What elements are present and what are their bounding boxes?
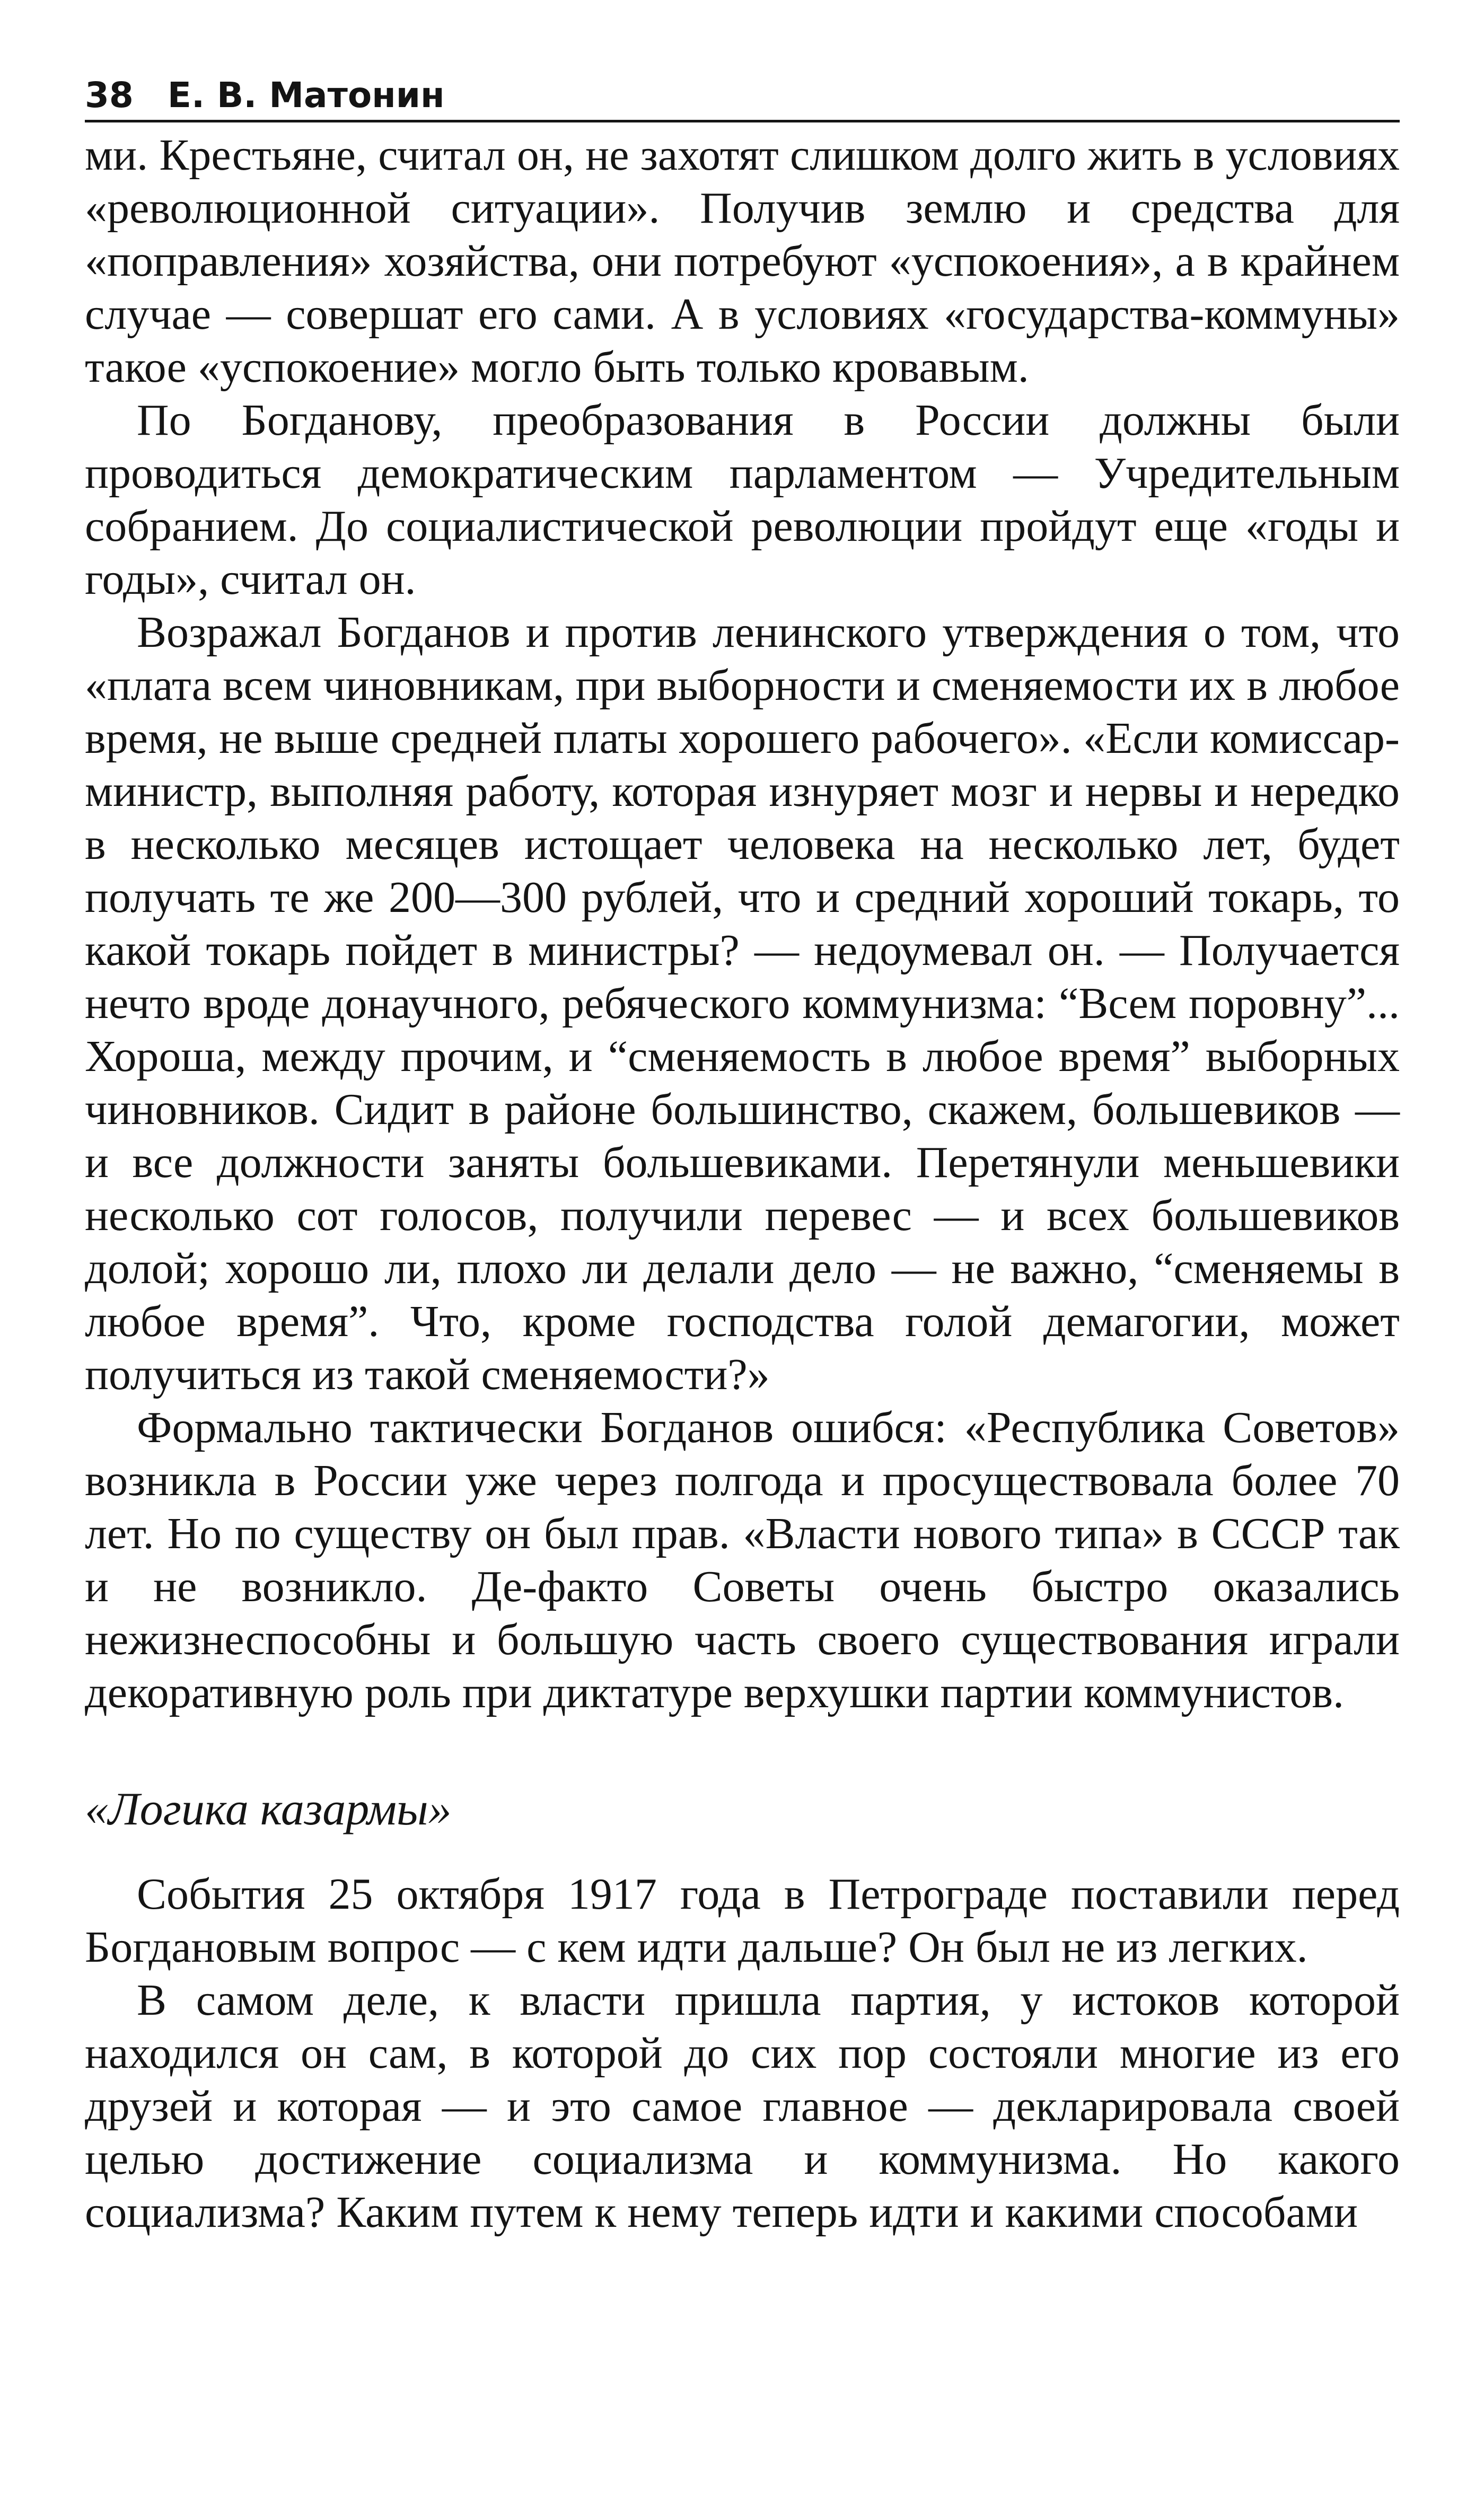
book-page bbox=[85, 74, 1400, 2239]
running-header bbox=[85, 74, 1400, 117]
paragraph: В самом деле, к власти пришла партия, у истоков которой находился он сам, в которой до сих пор состояли многие из его друзей и которая — и это самое главное — декларировала своей целью достижение социализма и коммунизма. Но какого социализма? Каким путем к нему теперь идти и какими способами bbox=[85, 1976, 1400, 2237]
paragraph: Формально тактически Богданов ошибся: «Республика Советов» возникла в России уже через полгода и просуществовала более 70 лет. Но по существу он был прав. «Власти нового типа» в СССР так и не возникло. Де-факто Советы очень быстро оказались нежизнеспособны и большую часть своего существования играли декоративную роль при диктатуре верхушки партии коммунистов. bbox=[85, 1403, 1400, 1717]
section-title: «Логика казармы» bbox=[85, 1784, 452, 1835]
running-header-author: Е. В. Матонин bbox=[167, 75, 445, 116]
page-number: 38 bbox=[85, 75, 134, 116]
paragraph: По Богданову, преобразования в России должны были проводиться демократическим парламентом — Учредительным собранием. До социалистической революции пройдут еще «годы и годы», считал он. bbox=[85, 396, 1400, 604]
paragraph: Возражал Богданов и против ленинского утверждения о том, что «плата всем чиновникам, при выборности и сменяемости их в любое время, не выше средней платы хорошего рабочего». «Если комиссар-министр, выполняя работу, которая изнуряет мозг и нервы и нередко в несколько месяцев истощает человека на несколько лет, будет получать те же 200—300 рублей, что и средний хороший токарь, то какой токарь пойдет в министры? — недоумевал он. — Получается нечто вроде донаучного, ребяческого коммунизма: “Всем поровну”... Хороша, между прочим, и “сменяемость в любое время” выборных чиновников. Сидит в районе большинство, скажем, большевиков — и все должности заняты большевиками. Перетянули меньшевики несколько сот голосов, получили перевес — и всех большевиков долой; хорошо ли, плохо ли делали дело — не важно, “сменяемы в любое время”. Что, кроме господства голой демагогии, может получиться из такой сменяемости?» bbox=[85, 608, 1400, 1399]
paragraph: События 25 октября 1917 года в Петрограде поставили перед Богдановым вопрос — с кем идти дальше? Он был не из легких. bbox=[85, 1869, 1400, 1972]
header-rule bbox=[85, 120, 1400, 122]
body-text bbox=[85, 129, 1400, 2239]
paragraph-continued: ми. Крестьяне, считал он, не захотят слишком долго жить в условиях «революционной ситуации». Получив землю и средства для «поправления» хозяйства, они потребуют «успокоения», а в крайнем случае — совершат его сами. А в условиях «государства-коммуны» такое «успокоение» могло быть только кровавым. bbox=[85, 130, 1400, 392]
